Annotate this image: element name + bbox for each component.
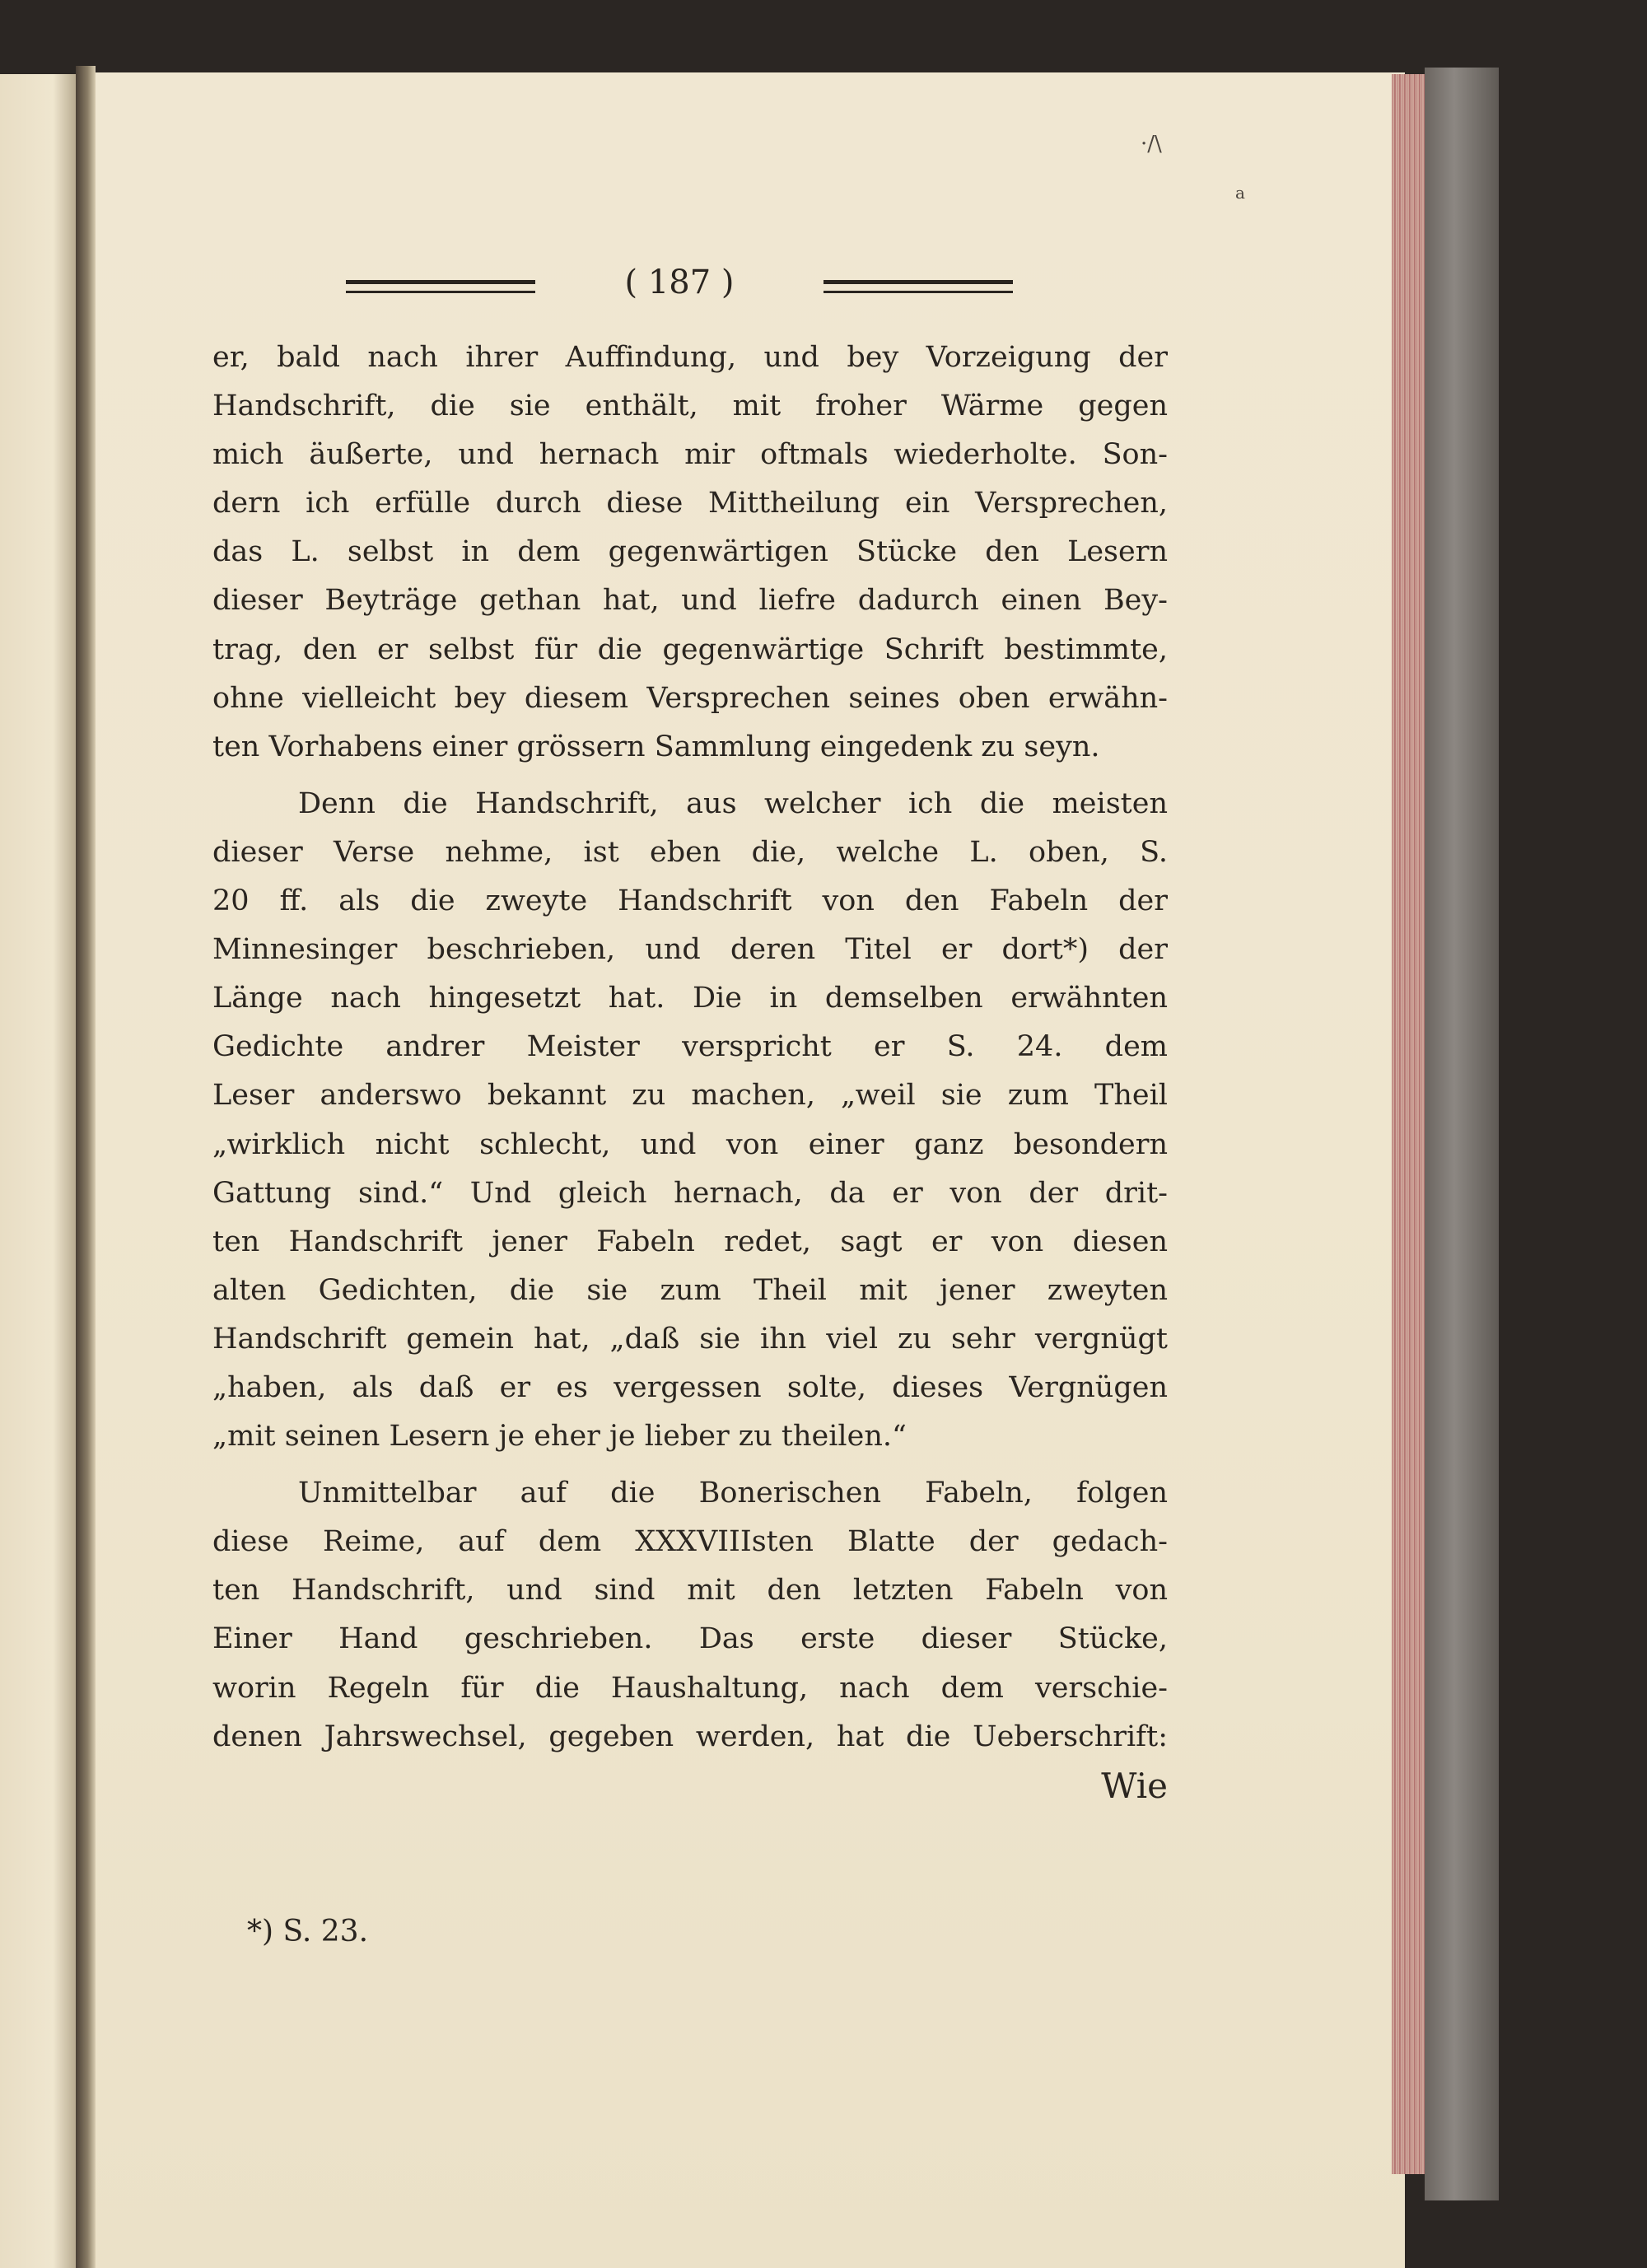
text-line: alten Gedichten, die sie zum Theil mit jener zweyten — [212, 1273, 1168, 1307]
paragraph-3 — [212, 1469, 1168, 1810]
text-line: ten Handschrift jener Fabeln redet, sagt er von diesen — [212, 1225, 1168, 1258]
text-line: er, bald nach ihrer Auffindung, und bey Vorzeigung der — [212, 341, 1168, 374]
text-line: mich äußerte, und hernach mir oftmals wiederholte. Son- — [212, 438, 1168, 472]
page-edges — [1392, 74, 1425, 2174]
text-line: „haben, als daß er es vergessen solte, dieses Vergnügen — [212, 1370, 1168, 1404]
text-line: ten Handschrift, und sind mit den letzten Fabeln von — [212, 1574, 1168, 1608]
text-line: „wirklich nicht schlecht, und von einer ganz besondern — [212, 1127, 1168, 1161]
text-line: Handschrift, die sie enthält, mit froher Wärme gegen — [212, 390, 1168, 423]
text-line: dieser Verse nehme, ist eben die, welche L. oben, S. — [212, 835, 1168, 869]
text-line: diese Reime, auf dem XXXVIIIsten Blatte der gedach- — [212, 1525, 1168, 1559]
text-line: ten Vorhabens einer grössern Sammlung eingedenk zu seyn. — [212, 730, 1100, 763]
book-cover-board — [1425, 68, 1499, 2200]
text-line: Denn die Handschrift, aus welcher ich die meisten — [298, 786, 1168, 820]
book-gutter — [76, 66, 96, 2268]
text-line: dern ich erfülle durch diese Mittheilung ein Versprechen, — [212, 487, 1168, 520]
body-text — [212, 334, 1168, 1810]
text-line: ohne vielleicht bey diesem Versprechen seines oben erwähn- — [212, 681, 1168, 715]
paragraph-2 — [212, 780, 1168, 1461]
pencil-mark: ·∕\ — [1141, 132, 1162, 156]
paragraph-1 — [212, 334, 1168, 772]
text-line: dieser Beyträge gethan hat, und liefre dadurch einen Bey- — [212, 584, 1168, 618]
text-line: das L. selbst in dem gegenwärtigen Stücke den Lesern — [212, 535, 1168, 569]
page-number: ( 187 ) — [624, 264, 735, 301]
text-line: Länge nach hingesetzt hat. Die in demselben erwähnten — [212, 982, 1168, 1015]
page-header — [346, 262, 1013, 311]
text-line: Minnesinger beschrieben, und deren Titel er dort*) der — [212, 933, 1168, 967]
text-line: worin Regeln für die Haushaltung, nach dem verschie- — [212, 1671, 1168, 1705]
text-line: 20 ff. als die zweyte Handschrift von den Fabeln der — [212, 884, 1168, 918]
catchword: Wie — [1101, 1765, 1168, 1806]
text-line: Leser anderswo bekannt zu machen, „weil sie zum Theil — [212, 1079, 1168, 1113]
header-rule-left — [346, 280, 535, 293]
header-rule-right — [824, 280, 1013, 293]
text-line: Unmittelbar auf die Bonerischen Fabeln, folgen — [298, 1477, 1168, 1510]
pencil-mark-small: a — [1235, 183, 1245, 203]
text-line: Gattung sind.“ Und gleich hernach, da er von der drit- — [212, 1176, 1168, 1210]
text-line: denen Jahrswechsel, gegeben werden, hat die Ueberschrift: — [212, 1720, 1168, 1753]
footnote: *) S. 23. — [247, 1915, 369, 1948]
text-line: Gedichte andrer Meister verspricht er S. 24. dem — [212, 1030, 1168, 1064]
text-line: „mit seinen Lesern je eher je lieber zu theilen.“ — [212, 1420, 907, 1454]
text-line: trag, den er selbst für die gegenwärtige Schrift bestimmte, — [212, 632, 1168, 666]
text-line: Handschrift gemein hat, „daß sie ihn viel zu sehr vergnügt — [212, 1322, 1168, 1356]
text-line: Einer Hand geschrieben. Das erste dieser Stücke, — [212, 1622, 1168, 1656]
facing-page-edge — [0, 74, 76, 2268]
